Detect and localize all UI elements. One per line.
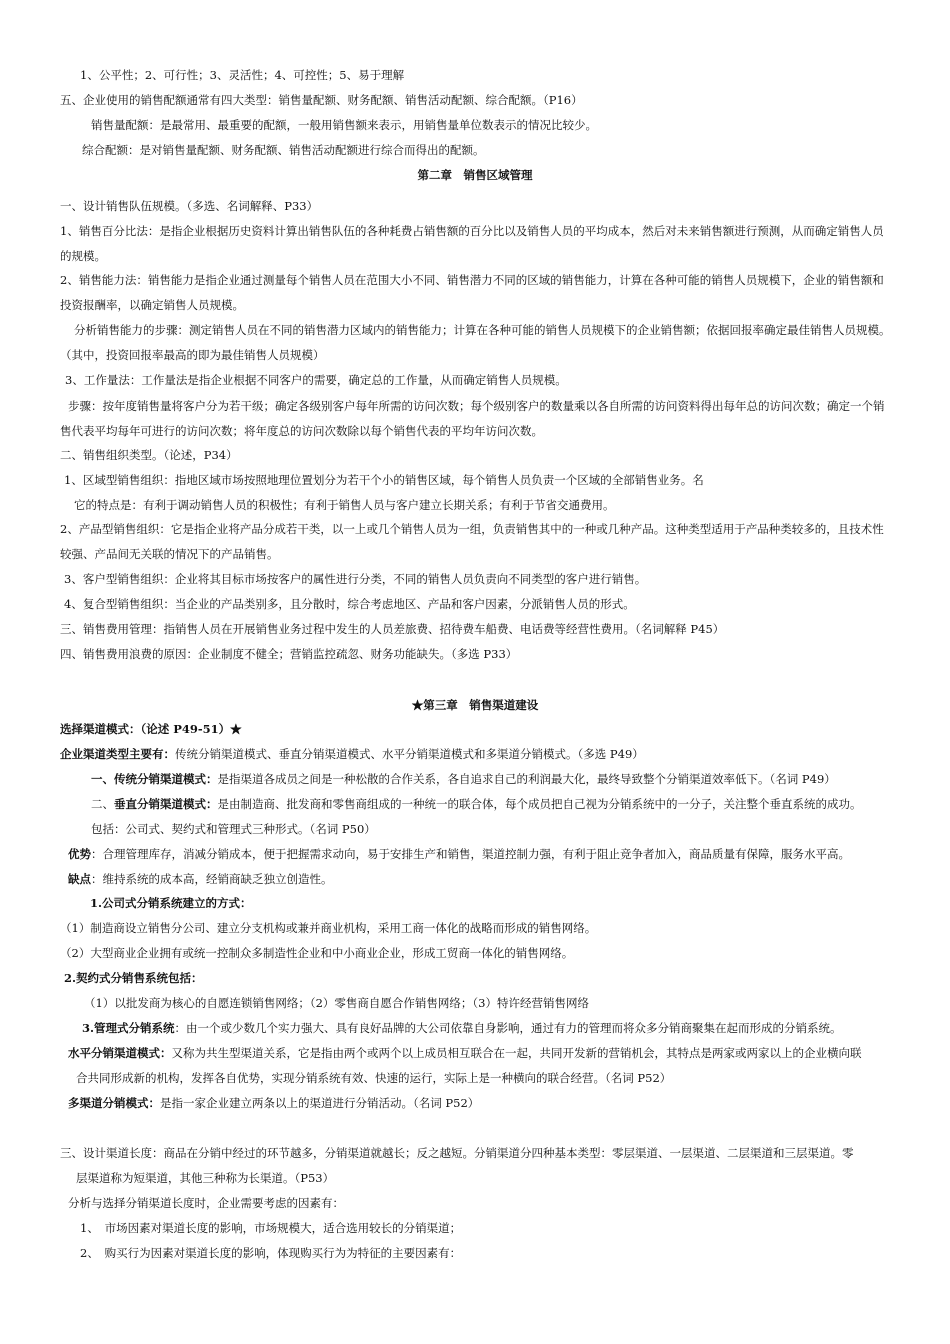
- text-line: 企业渠道类型主要有：传统分销渠道模式、垂直分销渠道模式、水平分销渠道模式和多渠道分销模式。（多选 P49）: [60, 747, 644, 761]
- chapter-heading: 第二章 销售区域管理: [417, 168, 533, 182]
- text-line: 四、销售费用浪费的原因：企业制度不健全；营销监控疏忽、财务功能缺失。（多选 P33）: [60, 647, 518, 661]
- text-line: 多渠道分销模式：是指一家企业建立两条以上的渠道进行分销活动。（名词 P52）: [68, 1096, 480, 1110]
- text-line: 一、传统分销渠道模式：是指渠道各成员之间是一种松散的合作关系，各自追求自己的利润最大化，最终导致整个分销渠道效率低下。（名词 P49）: [91, 772, 836, 786]
- text-line: 二、销售组织类型。（论述，P34）: [60, 448, 238, 462]
- text-line: 水平分销渠道模式：又称为共生型渠道关系，它是指由两个或两个以上成员相互联合在一起，共同开发新的营销机会，其特点是两家或两家以上的企业横向联: [68, 1046, 862, 1060]
- text-line: 2、 购买行为因素对渠道长度的影响，体现购买行为为特征的主要因素有：: [80, 1246, 462, 1260]
- text-line: 1、 市场因素对渠道长度的影响，市场规模大，适合选用较长的分销渠道；: [80, 1221, 462, 1235]
- text-line: 一、设计销售队伍规模。（多选、名词解释、P33）: [60, 199, 319, 213]
- text-line: （2）大型商业企业拥有或统一控制众多制造性企业和中小商业企业，形成工贸商一体化的销售网络。: [60, 946, 574, 960]
- text-line: 1、区域型销售组织：指地区域市场按照地理位置划分为若干个小的销售区域，每个销售人员负责一个区域的全部销售业务。名: [64, 473, 704, 487]
- text-line: 销售量配额：是最常用、最重要的配额，一般用销售额来表示，用销售量单位数表示的情况比较少。: [91, 118, 597, 132]
- text-line: 1.公司式分销系统建立的方式：: [90, 896, 252, 910]
- text-line: 五、企业使用的销售配额通常有四大类型：销售量配额、财务配额、销售活动配额、综合配额。（P16）: [60, 93, 583, 107]
- text-line: 三、设计渠道长度：商品在分销中经过的环节越多，分销渠道就越长；反之越短。分销渠道分四种基本类型：零层渠道、一层渠道、二层渠道和三层渠道。零: [60, 1146, 854, 1160]
- text-line: 合共同形成新的机构，发挥各自优势，实现分销系统有效、快速的运行，实际上是一种横向的联合经营。（名词 P52）: [76, 1071, 672, 1085]
- text-line: 缺点：维持系统的成本高，经销商缺乏独立创造性。: [68, 872, 333, 886]
- text-line: （1）制造商设立销售分公司、建立分支机构或兼并商业机构，采用工商一体化的战略而形成的销售网络。: [60, 921, 597, 935]
- section-heading: 选择渠道模式：（论述 P49-51）★: [60, 722, 242, 736]
- text-line: 它的特点是：有利于调动销售人员的积极性；有利于销售人员与客户建立长期关系；有利于节省交通费用。: [74, 498, 615, 512]
- paragraph: 1、销售百分比法：是指企业根据历史资料计算出销售队伍的各种耗费占销售额的百分比以及销售人员的平均成本，然后对未来销售额进行预测，从而确定销售人员的规模。: [60, 224, 884, 263]
- text-line: 层渠道称为短渠道，其他三种称为长渠道。（P53）: [76, 1171, 335, 1185]
- paragraph: 2、产品型销售组织：它是指企业将产品分成若干类，以一上或几个销售人员为一组，负责销售其中的一种或几种产品。这种类型适用于产品种类较多的，且技术性较强、产品间无关联的情况下的产品销售。: [60, 522, 884, 561]
- text-line: 综合配额：是对销售量配额、财务配额、销售活动配额进行综合而得出的配额。: [82, 143, 485, 157]
- text-line: 3.管理式分销系统：由一个或少数几个实力强大、具有良好品牌的大公司依靠自身影响，通过有力的管理而将众多分销商聚集在起而形成的分销系统。: [82, 1021, 842, 1035]
- text-line: 包括：公司式、契约式和管理式三种形式。（名词 P50）: [91, 822, 376, 836]
- text-line: 1、公平性；2、可行性；3、灵活性；4、可控性；5、易于理解: [80, 68, 405, 82]
- paragraph: 2、销售能力法：销售能力是指企业通过测量每个销售人员在范围大小不同、销售潜力不同的区域的销售能力，计算在各种可能的销售人员规模下，企业的销售额和投资报酬率，以确定销售人员规模。: [60, 273, 884, 312]
- text-line: 二、垂直分销渠道模式：是由制造商、批发商和零售商组成的一种统一的联合体，每个成员把自己视为分销系统中的一分子，关注整个垂直系统的成功。: [91, 797, 862, 811]
- text-line: 4、复合型销售组织：当企业的产品类别多，且分散时，综合考虑地区、产品和客户因素，分派销售人员的形式。: [64, 597, 635, 611]
- text-line: 2.契约式分销售系统包括：: [64, 971, 203, 985]
- text-line: 三、销售费用管理：指销售人员在开展销售业务过程中发生的人员差旅费、招待费车船费、电话费等经营性费用。（名词解释 P45）: [60, 622, 725, 636]
- text-line: 优势：合理管理库存，消减分销成本，便于把握需求动向，易于安排生产和销售，渠道控制力强，有利于阻止竞争者加入，商品质量有保障，服务水平高。: [68, 847, 850, 861]
- text-line: 分析与选择分销渠道长度时，企业需要考虑的因素有：: [68, 1196, 344, 1210]
- paragraph: 步骤：按年度销售量将客户分为若干级；确定各级别客户每年所需的访问次数；每个级别客户的数量乘以各自所需的访问资料得出每年总的访问次数；确定一个销售代表平均每年可进行的访问次数；将年度总的访问次数除以每个销售代表的平均年访问次数。: [60, 399, 885, 438]
- paragraph: 分析销售能力的步骤：测定销售人员在不同的销售潜力区域内的销售能力；计算在各种可能的销售人员规模下的企业销售额；依据回报率确定最佳销售人员规模。（其中，投资回报率最高的即为最佳销售人员规模）: [60, 323, 891, 362]
- text-line: 3、客户型销售组织：企业将其目标市场按客户的属性进行分类，不同的销售人员负责向不同类型的客户进行销售。: [64, 572, 647, 586]
- text-line: 3、工作量法：工作量法是指企业根据不同客户的需要，确定总的工作量，从而确定销售人员规模。: [65, 373, 567, 387]
- text-line: （1）以批发商为核心的自愿连锁销售网络；（2）零售商自愿合作销售网络；（3）特许经营销售网络: [84, 996, 589, 1010]
- chapter-heading: ★第三章 销售渠道建设: [411, 698, 539, 712]
